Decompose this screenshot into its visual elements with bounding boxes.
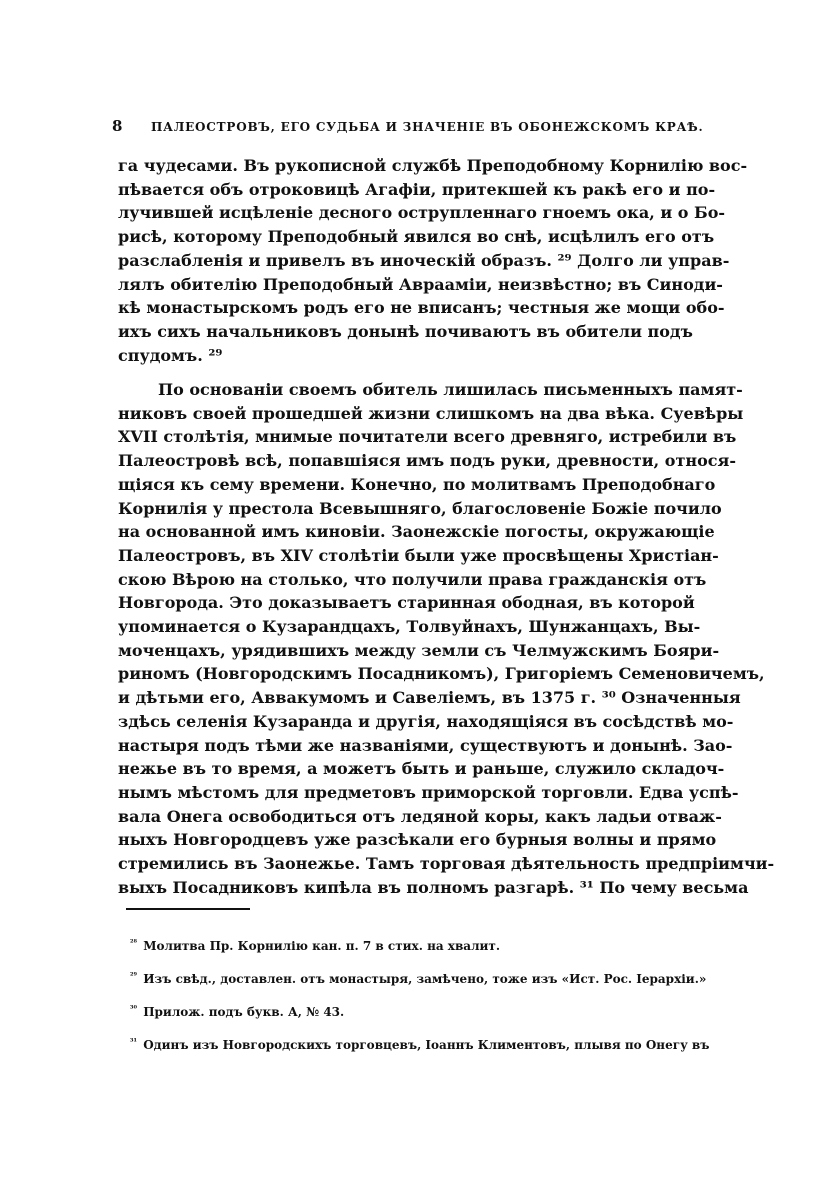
- footnote-text: Молитва Пр. Корнилію кан. п. 7 в стих. на хвалит.: [143, 939, 501, 953]
- text-line: вала Онега освободиться отъ ледяной коры, какъ ладьи отваж-: [118, 806, 722, 826]
- text-line: на основанной имъ киновіи. Заонежскіе погосты, окружающіе: [118, 522, 715, 542]
- text-line: пѣвается объ отроковицѣ Агафіи, притекшей къ ракѣ его и по-: [118, 179, 716, 199]
- text-line: моченцахъ, урядившихъ между земли съ Челмужскимъ Бояри-: [118, 640, 720, 660]
- footnote: [130, 928, 700, 961]
- text-line: риномъ (Новгородскимъ Посадникомъ), Григоріемъ Семеновичемъ,: [118, 664, 765, 684]
- footnote-text: Прилож. подъ букв. А, № 43.: [143, 1005, 345, 1019]
- text-line: рисѣ, которому Преподобный явился во снѣ, исцѣлилъ его отъ: [118, 227, 715, 247]
- page-number: 8: [112, 117, 124, 135]
- footnote: [130, 961, 707, 994]
- footnote-text: Изъ свѣд., доставлен. отъ монастыря, замѣчено, тоже изъ «Ист. Рос. Іерархіи.»: [143, 972, 707, 986]
- text-line: XVII столѣтія, мнимые почитатели всего древняго, истребили въ: [118, 427, 737, 447]
- text-line: нымъ мѣстомъ для предметовъ приморской торговли. Едва успѣ-: [118, 782, 739, 802]
- text-line: Палеостровѣ всѣ, попавшіяся имъ подъ руки, древности, относя-: [118, 451, 736, 471]
- footnote-divider: [126, 908, 250, 910]
- text-line: настыря подъ тѣми же названіями, существуютъ и донынѣ. Зао-: [118, 735, 733, 755]
- text-line: По основаніи своемъ обитель лишилась письменныхъ памят-: [158, 380, 743, 399]
- text-line: нежье въ то время, а можетъ быть и раньше, служило складоч-: [118, 759, 725, 779]
- text-line: разслабленія и привелъ въ иноческій образъ. ²⁹ Долго ли управ-: [118, 250, 730, 270]
- paragraph-1: [118, 154, 748, 367]
- text-line: га чудесами. Въ рукописной службѣ Преподобному Корнилію вос-: [118, 156, 748, 175]
- text-line: упоминается о Кузарандцахъ, Толвуйнахъ, Шунжанцахъ, Вы-: [118, 617, 701, 637]
- footnotes: [130, 928, 710, 1060]
- footnote-marker: ³¹: [130, 1036, 138, 1046]
- text-line: щіяся къ сему времени. Конечно, по молитвамъ Преподобнаго: [118, 474, 716, 494]
- text-line: Палеостровъ, въ XIV столѣтіи были уже просвѣщены Христіан-: [118, 545, 719, 565]
- footnote: [130, 1027, 710, 1060]
- running-title: ПАЛЕОСТРОВЪ, ЕГО СУДЬБА И ЗНАЧЕНІЕ ВЪ ОБОНЕЖСКОМЪ КРАѢ.: [150, 120, 704, 134]
- text-line: здѣсь селенія Кузаранда и другія, находящіяся въ сосѣдствѣ мо-: [118, 711, 734, 731]
- footnote-text: Одинъ изъ Новгородскихъ торговцевъ, Іоаннъ Климентовъ, плывя по Онегу въ: [143, 1038, 710, 1052]
- footnote-marker: ²⁹: [130, 970, 138, 980]
- text-line: лучившей исцѣленіе десного острупленнаго гноемъ ока, и о Бо-: [118, 203, 725, 223]
- text-line: ихъ сихъ начальниковъ донынѣ почиваютъ въ обители подъ: [118, 321, 693, 341]
- paragraph-2: [118, 378, 775, 899]
- text-line: лялъ обителію Преподобный Аврааміи, неизвѣстно; въ Синоди-: [118, 274, 723, 294]
- text-line: Новгорода. Это доказываетъ старинная ободная, въ которой: [118, 593, 695, 613]
- footnote-marker: ²⁸: [130, 937, 138, 947]
- text-line: скою Вѣрою на столько, что получили права гражданскія отъ: [118, 569, 707, 589]
- text-line: Корнилія у престола Всевышняго, благословеніе Божіе почило: [118, 498, 722, 518]
- footnote: [130, 994, 700, 1027]
- footnote-marker: ³⁰: [130, 1003, 138, 1013]
- text-line: выхъ Посадниковъ кипѣла въ полномъ разгарѣ. ³¹ По чему весьма: [118, 877, 749, 897]
- text-line: и дѣтьми его, Аввакумомъ и Савеліемъ, въ 1375 г. ³⁰ Означенныя: [118, 688, 741, 708]
- text-line: ныхъ Новгородцевъ уже разсѣкали его бурныя волны и прямо: [118, 830, 717, 850]
- text-line: спудомъ. ²⁹: [118, 345, 223, 365]
- text-line: кѣ монастырскомъ родъ его не вписанъ; честныя же мощи обо-: [118, 298, 725, 318]
- text-line: никовъ своей прошедшей жизни слишкомъ на два вѣка. Суевѣры: [118, 403, 744, 423]
- running-head: [112, 117, 712, 139]
- text-line: стремились въ Заонежье. Тамъ торговая дѣятельность предпріимчи-: [118, 854, 775, 874]
